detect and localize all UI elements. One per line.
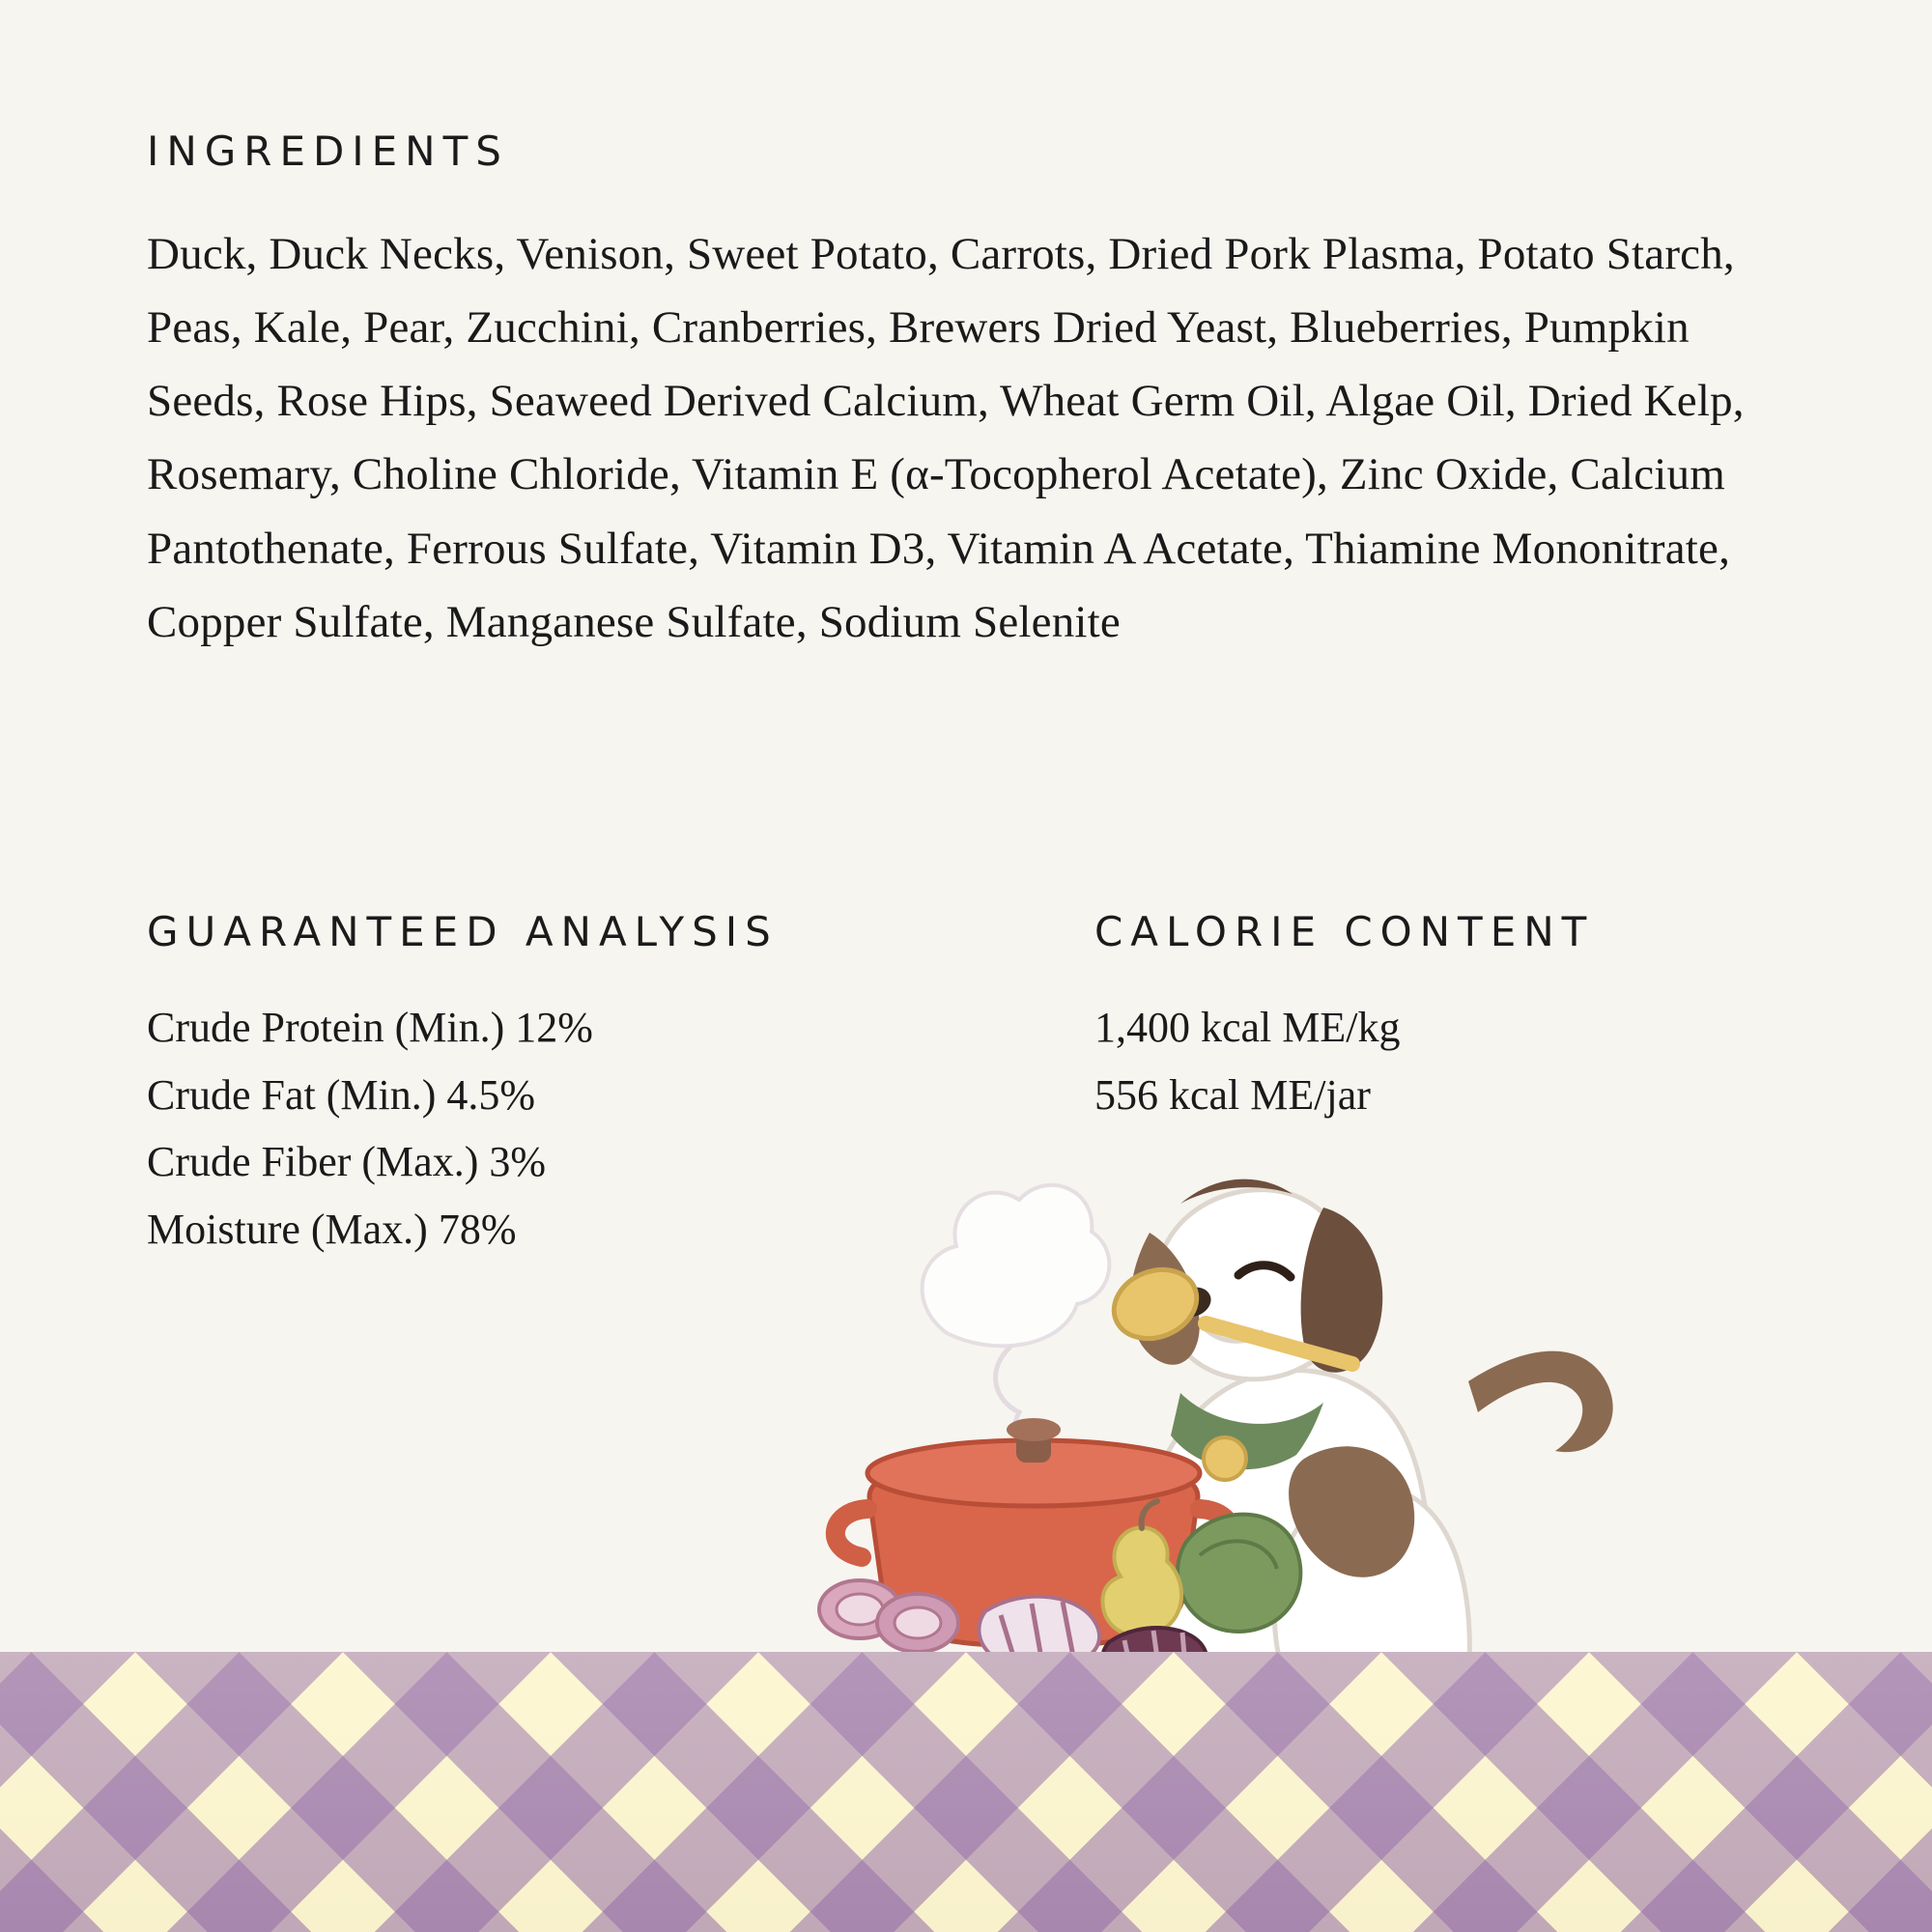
analysis-row: Crude Fiber (Max.) 3% xyxy=(147,1138,547,1186)
dog-illustration xyxy=(1130,1179,1613,1719)
gingham-tablecloth xyxy=(0,1652,1932,1932)
ingredients-section xyxy=(147,128,1750,659)
calorie-content-list xyxy=(1094,994,1829,1128)
calorie-row: 556 kcal ME/jar xyxy=(1094,1070,1371,1119)
calorie-content-heading: CALORIE CONTENT xyxy=(1094,908,1595,955)
ingredients-heading: INGREDIENTS xyxy=(147,128,509,175)
collar-tag-icon xyxy=(1204,1437,1246,1480)
steam-illustration xyxy=(923,1185,1110,1461)
calorie-row: 1,400 kcal ME/kg xyxy=(1094,1004,1401,1051)
analysis-row: Crude Protein (Min.) 12% xyxy=(147,1004,593,1051)
guaranteed-analysis-heading: GUARANTEED ANALYSIS xyxy=(147,908,779,955)
analysis-row: Crude Fat (Min.) 4.5% xyxy=(147,1070,536,1119)
analysis-row: Moisture (Max.) 78% xyxy=(147,1205,517,1253)
calorie-content-section xyxy=(1094,908,1829,1128)
ingredients-body-text: Duck, Duck Necks, Venison, Sweet Potato, Carrots, Dried Pork Plasma, Potato Starch, Peas, Kale, Pear, Zucchini, Cranberries, Brewers Dried Yeast, Blueberries, Pumpkin Seeds, Rose Hips, Seaweed Derived Calcium, Wheat Germ Oil, Algae Oil, Dried Kelp, Rosemary, Choline Chloride, Vitamin E (α-Tocopherol Acetate), Zinc Oxide, Calcium Pantothenate, Ferrous Sulfate, Vitamin D3, Vitamin A Acetate, Thiamine Mononitrate, Copper Sulfate, Manganese Sulfate, Sodium Selenite xyxy=(147,229,1745,647)
